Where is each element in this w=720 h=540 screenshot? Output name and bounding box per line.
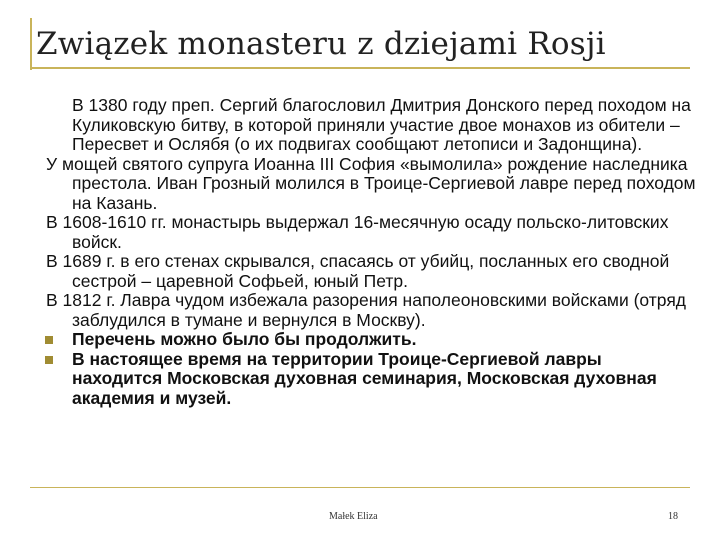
paragraph-1689: В 1689 г. в его стенах скрывался, спасаясь от убийц, посланных его сводной сестрой – царевной Софьей, юный Петр. — [46, 251, 670, 291]
paragraph-siege: В 1608-1610 гг. монастырь выдержал 16-месячную осаду польско-литовских войск. — [46, 212, 669, 252]
square-bullet-icon — [45, 336, 53, 344]
bullet-item-present — [46, 350, 696, 409]
footer-author: Małek Eliza — [329, 511, 378, 522]
paragraph-1380: В 1380 году преп. Сергий благословил Дмитрия Донского перед походом на Куликовскую битву, в которой приняли участие двое монахов из обители – Пересвет и Ослябя (о их подвигах сообщают летописи и Задонщина). — [72, 95, 691, 154]
footer-divider — [30, 487, 690, 488]
slide-title: Związek monasteru z dziejami Rosji — [36, 26, 606, 62]
frame-left-line — [30, 18, 32, 70]
paragraph-sofia: У мощей святого супруга Иоанна III София «вымолила» рождение наследника престола. Иван Грозный молился в Троице-Сергиевой лавре перед походом на Казань. — [46, 153, 696, 213]
page-number: 18 — [668, 511, 678, 522]
bullet-text-present: В настоящее время на территории Троице-Сергиевой лавры находится Московская духовная семинария, Московская духовная академия и музей. — [72, 348, 657, 408]
slide-body — [46, 96, 696, 408]
square-bullet-icon — [45, 356, 53, 364]
bullet-item-continue — [46, 330, 696, 350]
bullet-text-continue: Перечень можно было бы продолжить. — [72, 329, 417, 349]
paragraph-1812: В 1812 г. Лавра чудом избежала разорения наполеоновскими войсками (отряд заблудился в тумане и вернулся в Москву). — [46, 290, 687, 330]
title-underline — [30, 67, 690, 69]
